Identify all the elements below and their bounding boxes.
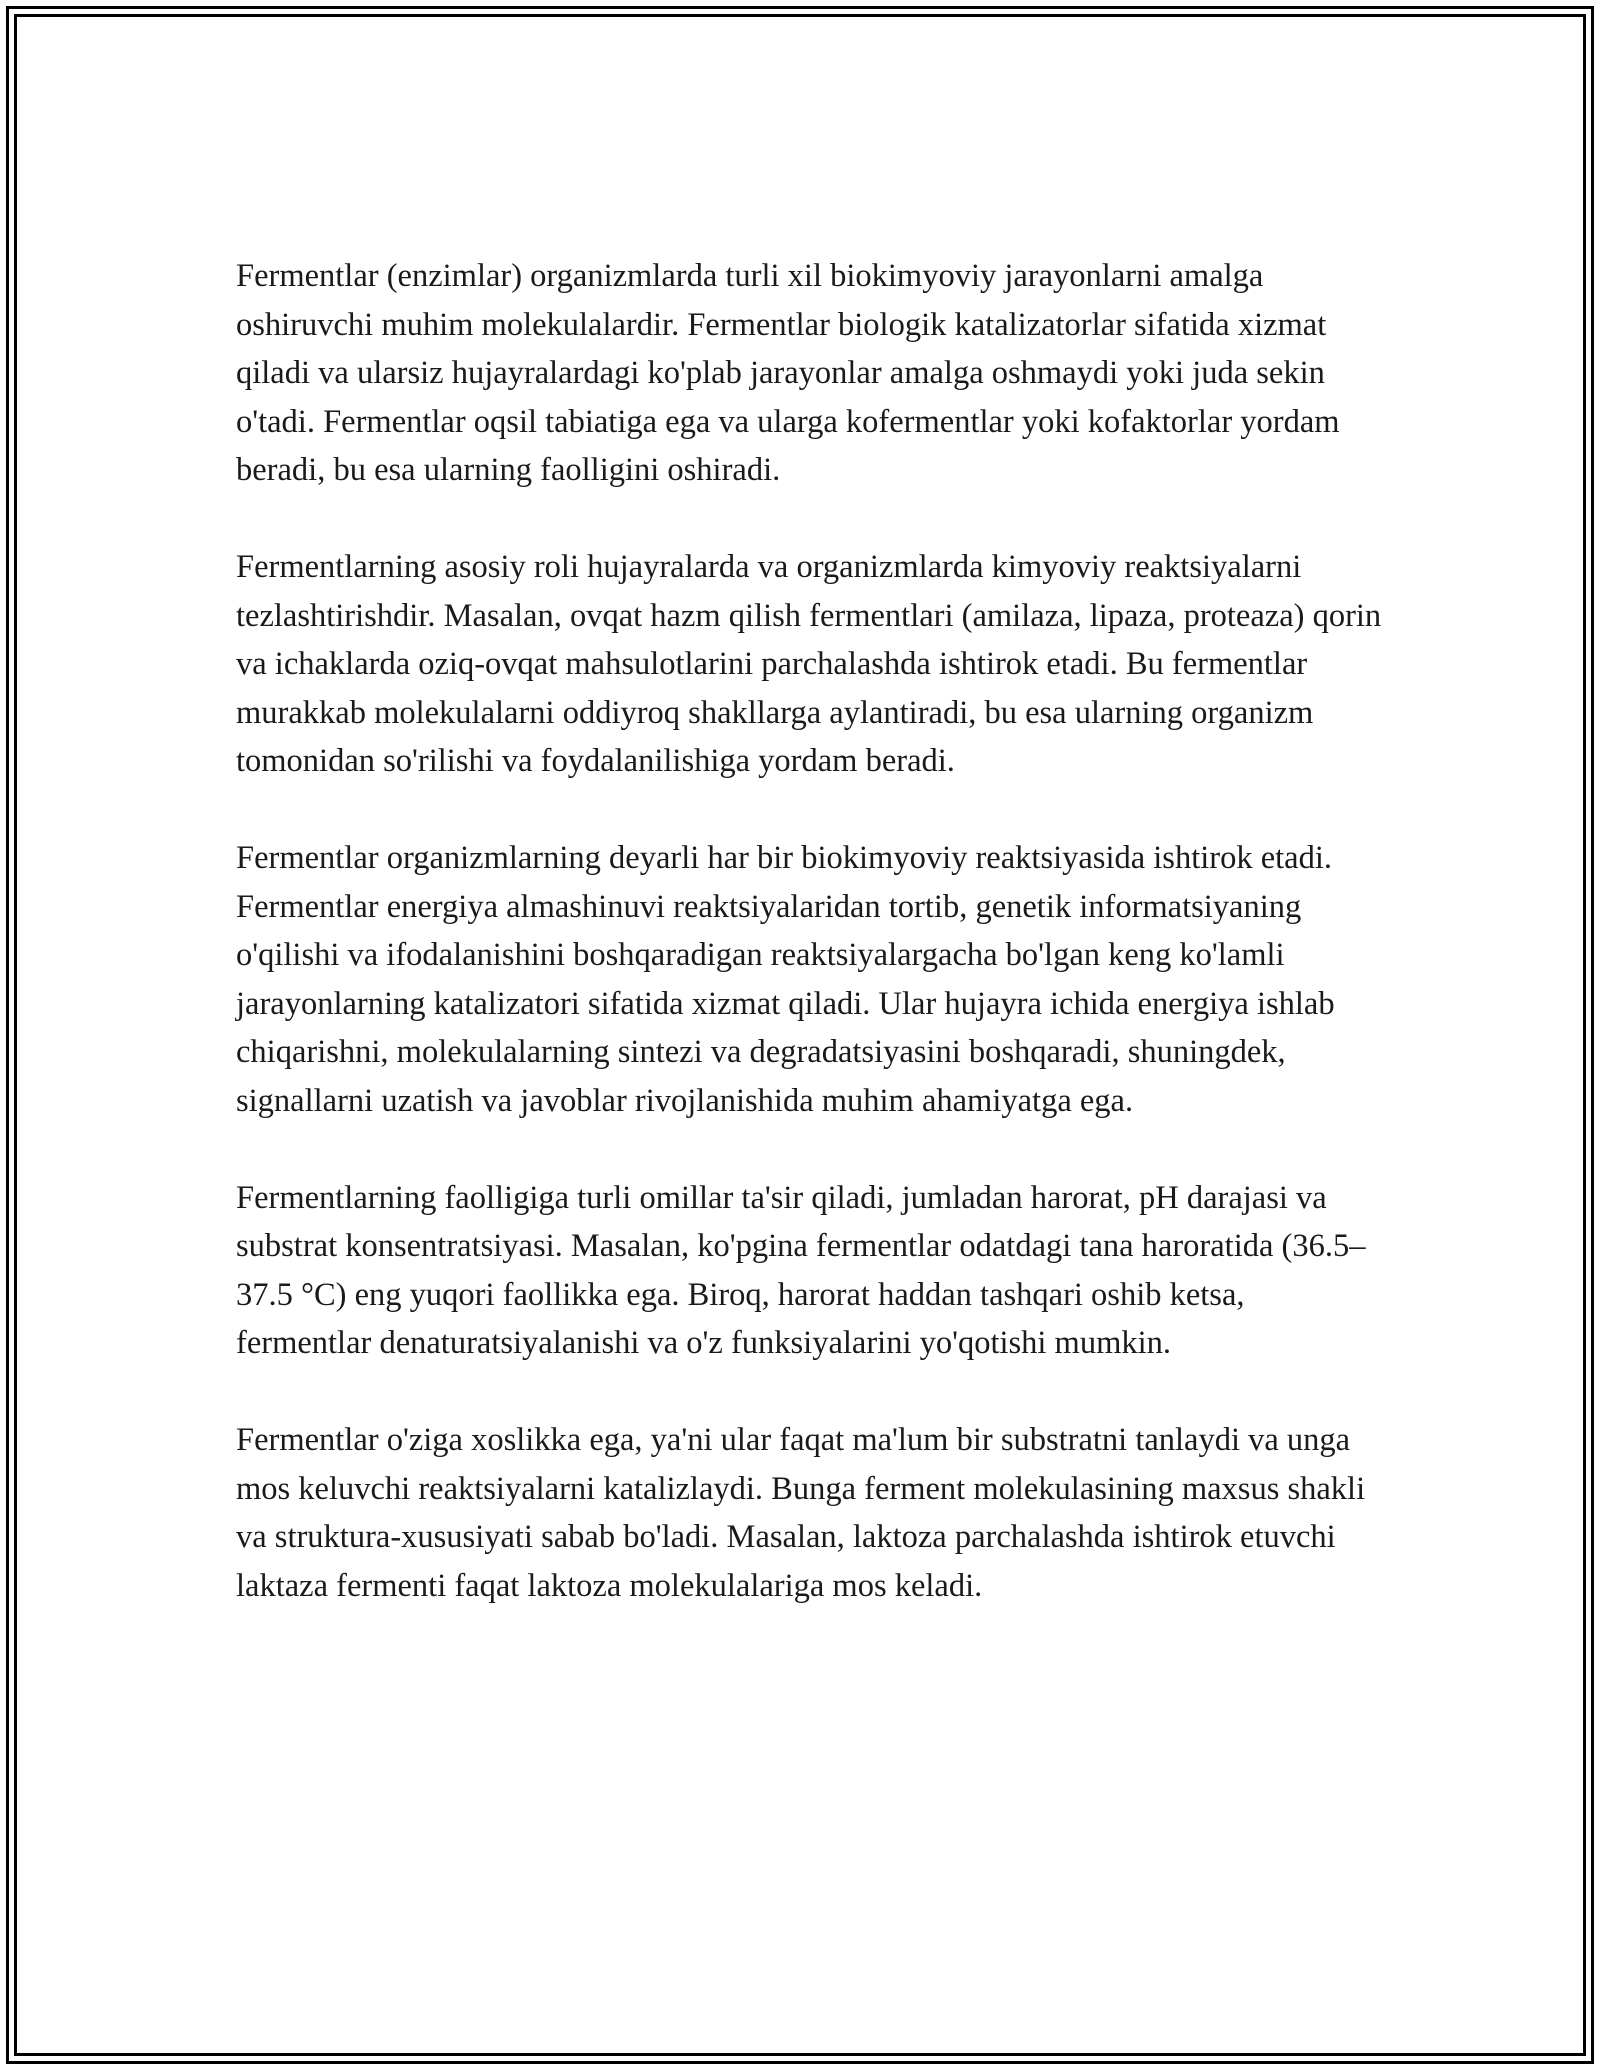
paragraph-4: Fermentlarning faolligiga turli omillar ta'sir qiladi, jumladan harorat, pH darajasi va substrat konsentratsiyasi. Masalan, ko'pgina fermentlar odatdagi tana haroratida (36.5–37.5 °C) eng yuqori faollikka ega. Biroq, harorat haddan tashqari oshib ketsa, fermentlar denaturatsiyalanishi va o'z funksiyalarini yo'qotishi mumkin.	[236, 1179, 1366, 1361]
paragraph-2: Fermentlarning asosiy roli hujayralarda va organizmlarda kimyoviy reaktsiyalarni tezlashtirishdir. Masalan, ovqat hazm qilish fermentlari (amilaza, lipaza, proteaza) qorin va ichaklarda oziq-ovqat mahsulotlarini parchalashda ishtirok etadi. Bu fermentlar murakkab molekulalarni oddiyroq shakllarga aylantiradi, bu esa ularning organizm tomonidan so'rilishi va foydalanilishiga yordam beradi.	[236, 549, 1382, 779]
paragraph-5: Fermentlar o'ziga xoslikka ega, ya'ni ular faqat ma'lum bir substratni tanlaydi va unga mos keluvchi reaktsiyalarni katalizlaydi. Bunga ferment molekulasining maxsus shakli va struktura-xususiyati sabab bo'ladi. Masalan, laktoza parchalashda ishtirok etuvchi laktaza fermenti faqat laktoza molekulalariga mos keladi.	[236, 1422, 1366, 1604]
paragraph-1: Fermentlar (enzimlar) organizmlarda turli xil biokimyoviy jarayonlarni amalga oshiruvchi muhim molekulalardir. Fermentlar biologik katalizatorlar sifatida xizmat qiladi va ularsiz hujayralardagi ko'plab jarayonlar amalga oshmaydi yoki juda sekin o'tadi. Fermentlar oqsil tabiatiga ega va ularga kofermentlar yoki kofaktorlar yordam beradi, bu esa ularning faolligini oshiradi.	[236, 258, 1340, 488]
document-body	[236, 252, 1386, 1610]
paragraph-3: Fermentlar organizmlarning deyarli har bir biokimyoviy reaktsiyasida ishtirok etadi. Fermentlar energiya almashinuvi reaktsiyalaridan tortib, genetik informatsiyaning o'qilishi va ifodalanishini boshqaradigan reaktsiyalargacha bo'lgan keng ko'lamli jarayonlarning katalizatori sifatida xizmat qiladi. Ular hujayra ichida energiya ishlab chiqarishni, molekulalarning sintezi va degradatsiyasini boshqaradi, shuningdek, signallarni uzatish va javoblar rivojlanishida muhim ahamiyatga ega.	[236, 840, 1335, 1119]
